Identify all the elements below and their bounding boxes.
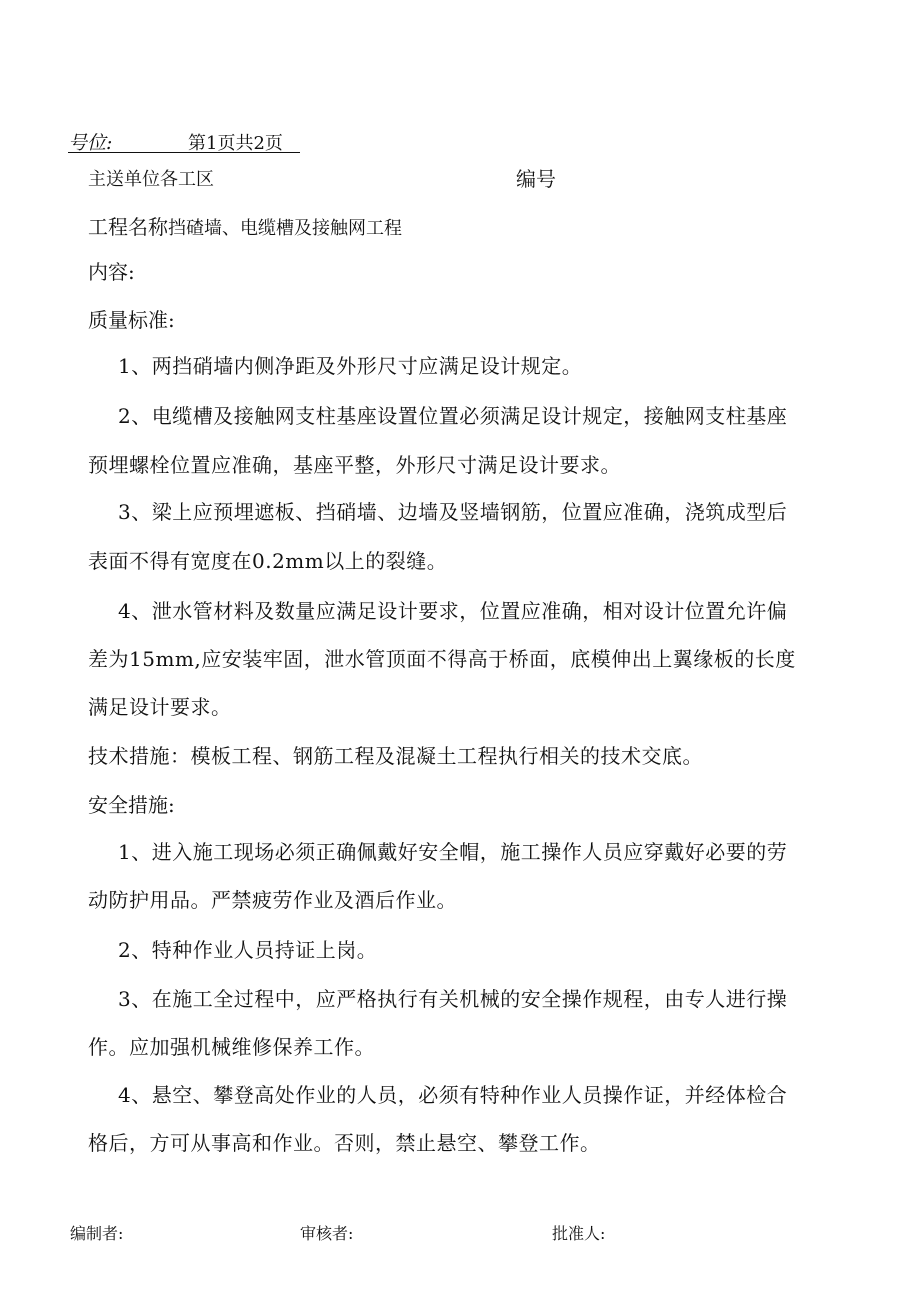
number-label: 编号 bbox=[516, 167, 556, 191]
safety-line: 动防护用品。严禁疲劳作业及酒后作业。 bbox=[88, 888, 457, 912]
project-label: 工程名称 bbox=[88, 215, 168, 239]
quality-line: 3、梁上应预埋遮板、挡硝墙、边墙及竖墙钢筋，位置应准确，浇筑成型后 bbox=[118, 500, 788, 524]
page-info: 第1页共2页 bbox=[188, 133, 283, 154]
quality-line: 4、泄水管材料及数量应满足设计要求，位置应准确，相对设计位置允许偏 bbox=[118, 599, 788, 623]
quality-line: 预埋螺栓位置应准确，基座平整，外形尺寸满足设计要求。 bbox=[88, 453, 621, 477]
safety-line: 1、进入施工现场必须正确佩戴好安全帽，施工操作人员应穿戴好必要的劳 bbox=[118, 840, 788, 864]
project-row bbox=[88, 211, 402, 240]
project-name: 挡碴墙、电缆槽及接触网工程 bbox=[168, 218, 402, 239]
quality-line: 满足设计要求。 bbox=[88, 695, 232, 719]
safety-line: 格后，方可从事高和作业。否则，禁止悬空、攀登工作。 bbox=[88, 1131, 601, 1155]
quality-title: 质量标准: bbox=[88, 308, 175, 332]
header-row bbox=[68, 128, 300, 153]
quality-line: 差为15mm,应安装牢固，泄水管顶面不得高于桥面，底模伸出上翼缘板的长度 bbox=[88, 647, 796, 671]
safety-line: 4、悬空、攀登高处作业的人员，必须有特种作业人员操作证，并经体检合 bbox=[118, 1083, 788, 1107]
header-label: 号位: bbox=[68, 132, 113, 154]
content-label: 内容: bbox=[88, 260, 135, 284]
approver-label: 批准人: bbox=[552, 1224, 606, 1243]
safety-line: 2、特种作业人员持证上岗。 bbox=[118, 938, 378, 962]
recipient: 主送单位各工区 bbox=[88, 169, 214, 190]
quality-line: 1、两挡硝墙内侧净距及外形尺寸应满足设计规定。 bbox=[118, 354, 583, 378]
tech-measures: 技术措施：模板工程、钢筋工程及混凝土工程执行相关的技术交底。 bbox=[88, 744, 703, 768]
editor-label: 编制者: bbox=[70, 1224, 124, 1243]
safety-title: 安全措施: bbox=[88, 793, 175, 817]
quality-line: 表面不得有宽度在0.2mm以上的裂缝。 bbox=[88, 549, 448, 573]
quality-line: 2、电缆槽及接触网支柱基座设置位置必须满足设计规定，接触网支柱基座 bbox=[118, 404, 788, 428]
safety-line: 3、在施工全过程中，应严格执行有关机械的安全操作规程，由专人进行操 bbox=[118, 987, 788, 1011]
safety-line: 作。应加强机械维修保养工作。 bbox=[88, 1035, 375, 1059]
reviewer-label: 审核者: bbox=[300, 1224, 354, 1243]
